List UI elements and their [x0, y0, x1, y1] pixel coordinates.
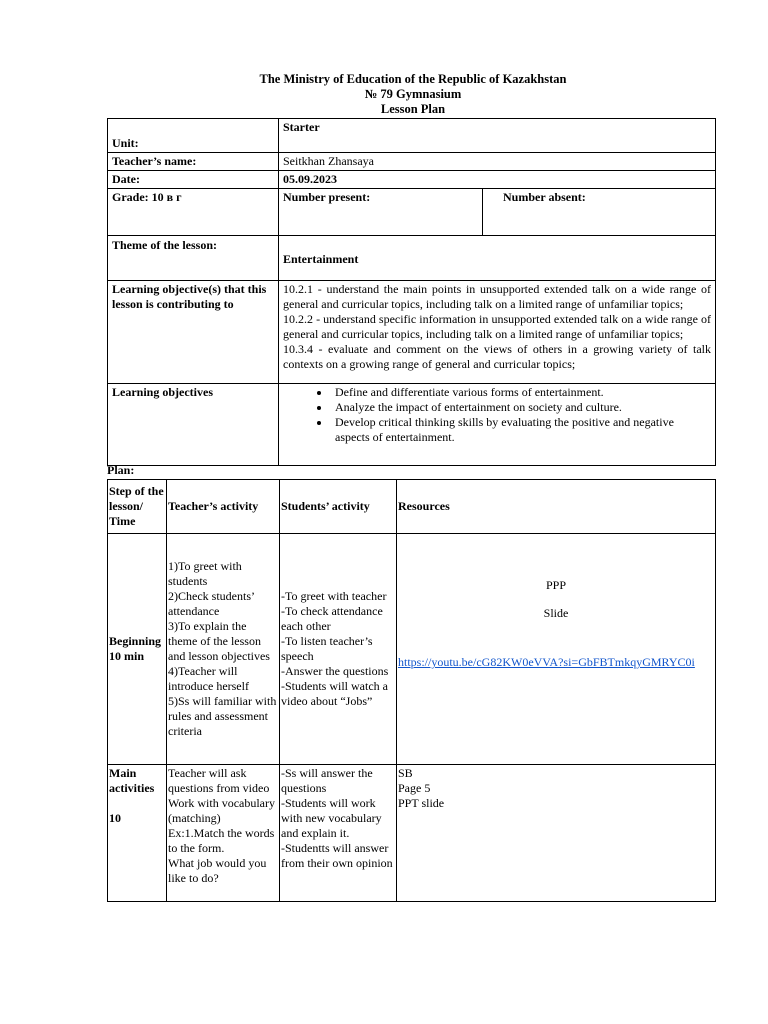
- resources-cell: [397, 534, 716, 765]
- lo-contributing-item: 10.2.1 - understand the main points in unsupported extended talk on a wide range of general and curricular topics, including talk on a limited range of unfamiliar topics;: [283, 282, 711, 311]
- step-time: 10: [109, 811, 121, 825]
- step-cell: [108, 534, 167, 765]
- plan-table: [107, 479, 716, 902]
- students-activity-cell: [280, 765, 397, 902]
- teacher-activity-item: 5)Ss will familiar with rules and assessment criteria: [168, 694, 277, 738]
- step-name: Beginning: [109, 634, 162, 648]
- header-students-activity: Students’ activity: [280, 480, 397, 534]
- video-link[interactable]: https://youtu.be/cG82KW0eVVA?si=GbFBTmkqyGMRYC0i: [398, 655, 695, 669]
- unit-value: Starter: [279, 119, 716, 153]
- grade-label: Grade: 10 в г: [108, 189, 279, 236]
- number-present-label: Number present:: [279, 189, 483, 236]
- resource-item: Page 5: [398, 781, 431, 795]
- teacher-activity-item: 4)Teacher will introduce herself: [168, 664, 249, 693]
- teacher-activity-item: 3)To explain the theme of the lesson and lesson objectives: [168, 619, 270, 663]
- header-teacher-activity: Teacher’s activity: [167, 480, 280, 534]
- teacher-activity-cell: [167, 765, 280, 902]
- teacher-activity-item: Teacher will ask questions from video: [168, 766, 270, 795]
- students-activity-item: -Studentts will answer from their own opinion: [281, 841, 393, 870]
- lo-contributing-item: 10.2.2 - understand specific information in unsupported extended talk on a wide range of general and curricular topics, including talk on a limited range of unfamiliar topics;: [283, 312, 711, 341]
- document-title: Lesson Plan: [380, 102, 446, 116]
- teacher-activity-item: 1)To greet with students: [168, 559, 242, 588]
- learning-objectives-list: [279, 384, 716, 466]
- table-row: [108, 765, 716, 902]
- teacher-value: Seitkhan Zhansaya: [279, 153, 716, 171]
- date-value: 05.09.2023: [279, 171, 716, 189]
- lo-contributing-list: [279, 281, 716, 384]
- resources-cell: [397, 765, 716, 902]
- step-time: 10 min: [109, 649, 145, 663]
- teacher-activity-item: What job would you like to do?: [168, 856, 267, 885]
- students-activity-item: -Students will watch a video about “Jobs”: [281, 679, 388, 708]
- students-activity-item: -To check attendance each other: [281, 604, 383, 633]
- lo-contributing-label: Learning objective(s) that this lesson is contributing to: [108, 281, 279, 384]
- table-row: [108, 534, 716, 765]
- learning-objectives-label: Learning objectives: [108, 384, 279, 466]
- teacher-activity-item: Ex:1.Match the words to the form.: [168, 826, 275, 855]
- plan-label: Plan:: [107, 463, 135, 477]
- teacher-activity-item: Work with vocabulary (matching): [168, 796, 276, 825]
- learning-objective-item: • Develop critical thinking skills by evaluating the positive and negative aspects of entertainment.: [331, 415, 711, 445]
- school-name: № 79 Gymnasium: [364, 87, 462, 101]
- step-cell: [108, 765, 167, 902]
- teacher-activity-item: 2)Check students’ attendance: [168, 589, 255, 618]
- lesson-info-table: [107, 118, 716, 466]
- theme-label: Theme of the lesson:: [108, 236, 279, 281]
- theme-value: Entertainment: [279, 236, 716, 281]
- students-activity-item: -Students will work with new vocabulary and explain it.: [281, 796, 382, 840]
- lo-contributing-item: 10.3.4 - evaluate and comment on the views of others in a growing variety of talk contexts on a growing range of general and curricular topics;: [283, 342, 711, 371]
- resource-item: PPT slide: [398, 796, 445, 810]
- learning-objective-item: • Define and differentiate various forms of entertainment.: [331, 385, 711, 400]
- step-name: Main activities: [109, 766, 155, 795]
- unit-label: Unit:: [108, 119, 279, 153]
- teacher-label: Teacher’s name:: [108, 153, 279, 171]
- resource-ppp: PPP: [545, 578, 567, 592]
- students-activity-item: -Ss will answer the questions: [281, 766, 373, 795]
- students-activity-item: -To listen teacher’s speech: [281, 634, 373, 663]
- resource-slide: Slide: [543, 606, 569, 620]
- header-resources: Resources: [397, 480, 716, 534]
- ministry-title: The Ministry of Education of the Republic of Kazakhstan: [259, 72, 567, 86]
- learning-objective-item: • Analyze the impact of entertainment on society and culture.: [331, 400, 711, 415]
- number-absent-label: Number absent:: [483, 189, 716, 236]
- students-activity-item: -To greet with teacher: [281, 589, 387, 603]
- resource-item: SB: [398, 766, 413, 780]
- date-label: Date:: [108, 171, 279, 189]
- students-activity-item: -Answer the questions: [281, 664, 389, 678]
- header-step: Step of the lesson/ Time: [108, 480, 167, 534]
- teacher-activity-cell: [167, 534, 280, 765]
- document-header: [0, 72, 768, 117]
- students-activity-cell: [280, 534, 397, 765]
